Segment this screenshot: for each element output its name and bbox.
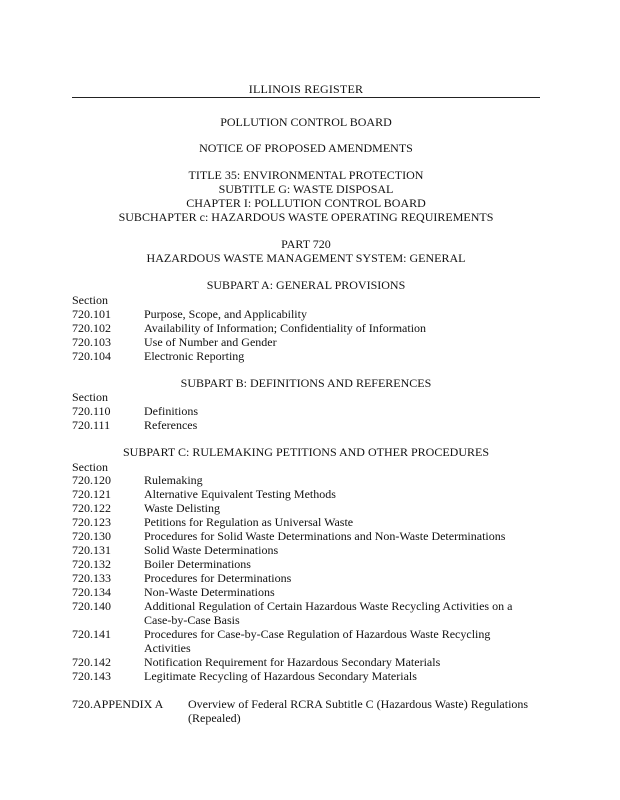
chapter-line: CHAPTER I: POLLUTION CONTROL BOARD xyxy=(186,196,426,210)
section-title: Legitimate Recycling of Hazardous Secondary Materials xyxy=(144,669,417,683)
section-label: Section xyxy=(72,293,108,307)
section-title: Notification Requirement for Hazardous Secondary Materials xyxy=(144,655,441,669)
section-number: 720.103 xyxy=(72,335,111,349)
section-title: Use of Number and Gender xyxy=(144,335,277,349)
section-number: 720.132 xyxy=(72,557,111,571)
section-number: 720.101 xyxy=(72,307,111,321)
section-number: 720.133 xyxy=(72,571,111,585)
section-title: Petitions for Regulation as Universal Waste xyxy=(144,515,354,529)
section-title: Definitions xyxy=(144,404,198,418)
section-number: 720.120 xyxy=(72,473,111,487)
notice-heading: NOTICE OF PROPOSED AMENDMENTS xyxy=(199,141,413,155)
section-number: 720.104 xyxy=(72,349,111,363)
section-number: 720.121 xyxy=(72,487,111,501)
subchapter-line: SUBCHAPTER c: HAZARDOUS WASTE OPERATING REQUIREMENTS xyxy=(118,210,494,224)
section-title: Procedures for Solid Waste Determinations and Non-Waste Determinations xyxy=(144,529,506,543)
subpart-b-heading: SUBPART B: DEFINITIONS AND REFERENCES xyxy=(180,376,432,390)
part-title: HAZARDOUS WASTE MANAGEMENT SYSTEM: GENERAL xyxy=(146,251,466,265)
section-title: Alternative Equivalent Testing Methods xyxy=(144,487,336,501)
section-number: 720.130 xyxy=(72,529,111,543)
section-number: 720.134 xyxy=(72,585,111,599)
section-title: Waste Delisting xyxy=(144,501,221,515)
section-title: Boiler Determinations xyxy=(144,557,251,571)
section-label: Section xyxy=(72,390,108,404)
part-number: PART 720 xyxy=(281,237,331,251)
section-title: Rulemaking xyxy=(144,473,203,487)
section-title: Procedures for Determinations xyxy=(144,571,292,585)
section-number: 720.110 xyxy=(72,404,111,418)
section-title: Non-Waste Determinations xyxy=(144,585,275,599)
register-header: ILLINOIS REGISTER xyxy=(248,82,364,96)
section-title: Solid Waste Determinations xyxy=(144,543,279,557)
title-line: TITLE 35: ENVIRONMENTAL PROTECTION xyxy=(188,168,424,182)
section-number: 720.122 xyxy=(72,501,111,515)
section-number: 720.102 xyxy=(72,321,111,335)
section-title: References xyxy=(144,418,198,432)
section-number: 720.142 xyxy=(72,655,111,669)
section-number: 720.111 xyxy=(72,418,111,432)
section-title: Additional Regulation of Certain Hazardous Waste Recycling Activities on a Case-by-Case Basis xyxy=(144,599,513,627)
subpart-a-heading: SUBPART A: GENERAL PROVISIONS xyxy=(206,278,406,292)
subpart-c-heading: SUBPART C: RULEMAKING PETITIONS AND OTHER PROCEDURES xyxy=(123,445,489,459)
header-rule xyxy=(72,97,540,98)
section-number: 720.123 xyxy=(72,515,111,529)
section-title: Electronic Reporting xyxy=(144,349,245,363)
section-number: 720.131 xyxy=(72,543,111,557)
subtitle-line: SUBTITLE G: WASTE DISPOSAL xyxy=(218,182,394,196)
appendix-number: 720.APPENDIX A xyxy=(72,697,164,711)
section-number: 720.143 xyxy=(72,669,111,683)
board-heading: POLLUTION CONTROL BOARD xyxy=(220,115,392,129)
section-title: Availability of Information; Confidentiality of Information xyxy=(144,321,427,335)
section-label: Section xyxy=(72,460,108,474)
appendix-title: Overview of Federal RCRA Subtitle C (Hazardous Waste) Regulations (Repealed) xyxy=(188,697,529,725)
section-number: 720.141 xyxy=(72,627,111,641)
section-title: Purpose, Scope, and Applicability xyxy=(144,307,307,321)
section-title: Procedures for Case-by-Case Regulation of Hazardous Waste Recycling Activities xyxy=(144,627,491,655)
section-number: 720.140 xyxy=(72,599,111,613)
